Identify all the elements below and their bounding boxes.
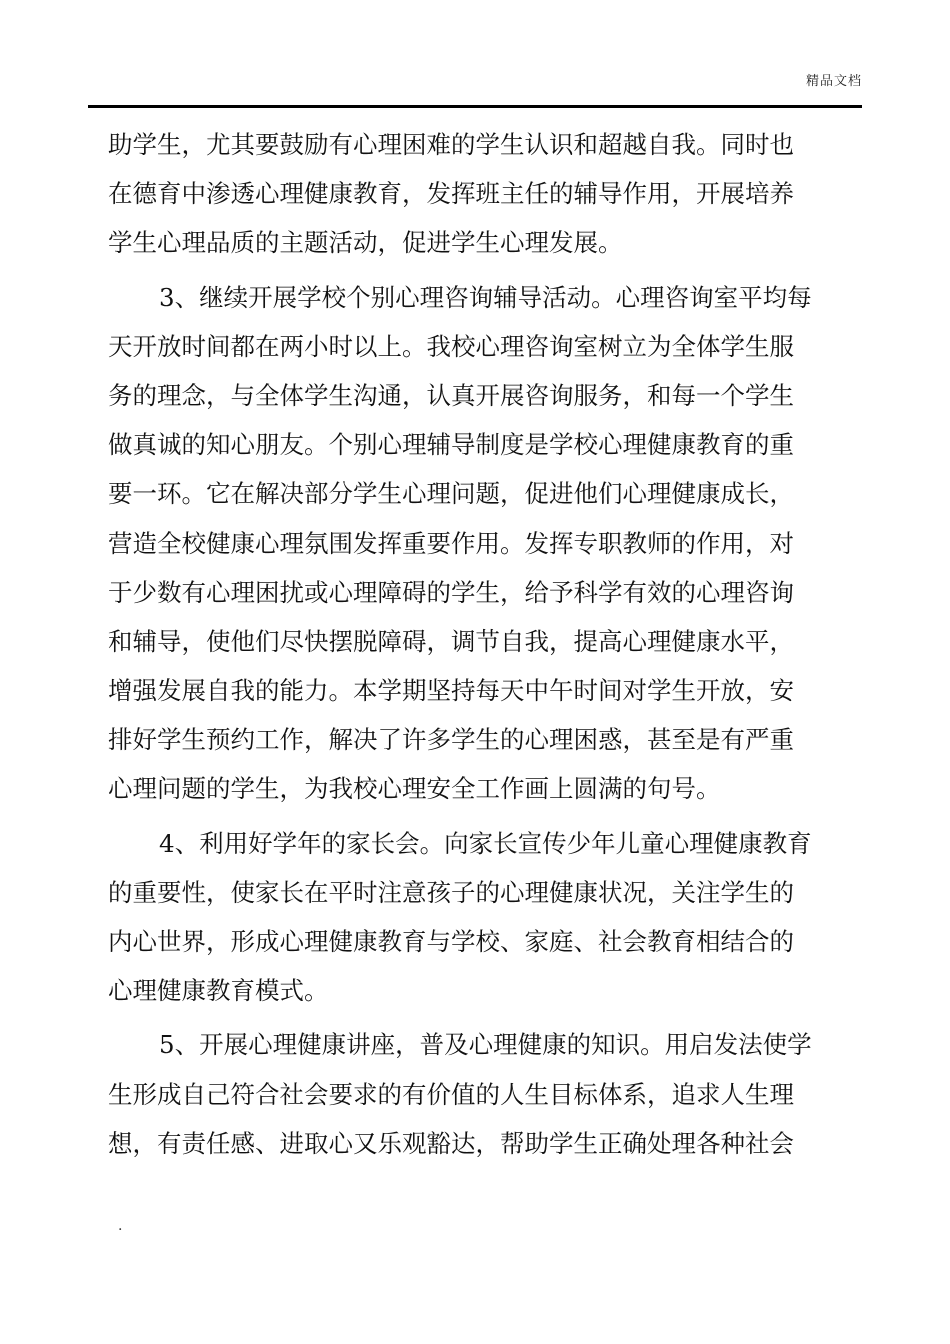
text-line: 于少数有心理困扰或心理障碍的学生，给予科学有效的心理咨询 xyxy=(108,577,794,607)
text-line: 排好学生预约工作，解决了许多学生的心理困惑，甚至是有严重 xyxy=(108,725,794,755)
text-line: 的重要性，使家长在平时注意孩子的心理健康状况，关注学生的 xyxy=(108,877,794,907)
footer-mark: . xyxy=(118,1218,123,1234)
text-line: 助学生，尤其要鼓励有心理困难的学生认识和超越自我。同时也 xyxy=(108,130,794,159)
text-line: 学生心理品质的主题活动，促进学生心理发展。 xyxy=(108,228,623,258)
text-line: 要一环。它在解决部分学生心理问题，促进他们心理健康成长， xyxy=(108,479,794,509)
text-line: 想，有责任感、进取心又乐观豁达，帮助学生正确处理各种社会 xyxy=(108,1128,794,1158)
text-line: 4、利用好学年的家长会。向家长宣传少年儿童心理健康教育 xyxy=(159,828,812,858)
document-body xyxy=(108,120,828,1168)
text-line: 和辅导，使他们尽快摆脱障碍，调节自我，提高心理健康水平， xyxy=(108,626,794,656)
header-rule xyxy=(88,105,862,108)
text-line: 在德育中渗透心理健康教育，发挥班主任的辅导作用，开展培养 xyxy=(108,179,794,209)
text-line: 天开放时间都在两小时以上。我校心理咨询室树立为全体学生服 xyxy=(108,331,794,361)
text-line: 内心世界，形成心理健康教育与学校、家庭、社会教育相结合的 xyxy=(108,927,794,956)
text-line: 3、继续开展学校个别心理咨询辅导活动。心理咨询室平均每 xyxy=(159,282,812,312)
text-line: 心理问题的学生，为我校心理安全工作画上圆满的句号。 xyxy=(108,774,721,804)
text-line: 做真诚的知心朋友。个别心理辅导制度是学校心理健康教育的重 xyxy=(108,430,794,460)
paragraph-4 xyxy=(108,1020,828,1168)
paragraph-1 xyxy=(108,120,828,268)
text-line: 心理健康教育模式。 xyxy=(108,976,329,1006)
header-label: 精品文档 xyxy=(805,74,862,89)
text-line: 营造全校健康心理氛围发挥重要作用。发挥专职教师的作用，对 xyxy=(108,528,794,558)
text-line: 5、开展心理健康讲座，普及心理健康的知识。用启发法使学 xyxy=(159,1030,812,1060)
paragraph-3 xyxy=(108,819,828,1016)
text-line: 增强发展自我的能力。本学期坚持每天中午时间对学生开放，安 xyxy=(108,676,794,706)
paragraph-2 xyxy=(108,273,828,814)
text-line: 生形成自己符合社会要求的有价值的人生目标体系，追求人生理 xyxy=(108,1079,794,1109)
text-line: 务的理念，与全体学生沟通，认真开展咨询服务，和每一个学生 xyxy=(108,380,794,410)
